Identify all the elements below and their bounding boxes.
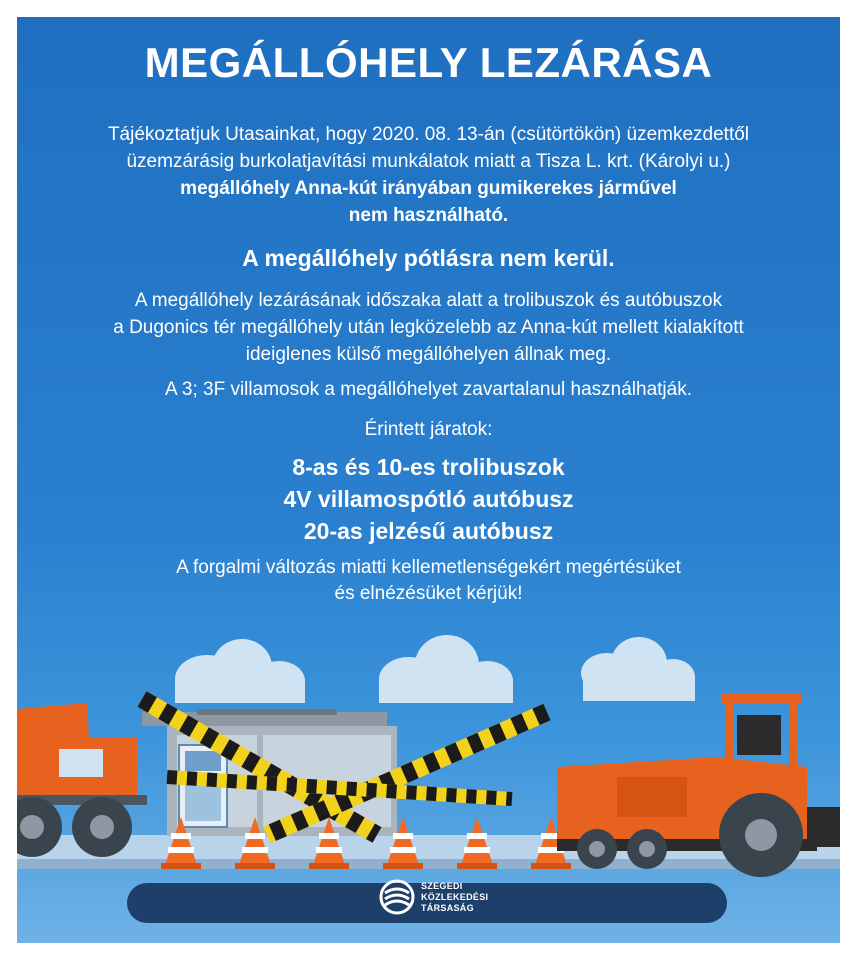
tram-info: A 3; 3F villamosok a megállóhelyet zavartalanul használhatják. [164, 379, 692, 400]
intro-bold-line: nem használható. [348, 205, 509, 226]
apology-line: A forgalmi változás miatti kellemetlenségekért megértésüket [176, 557, 681, 578]
logo-line: TÁRSASÁG [421, 902, 474, 913]
closure-notice-poster [17, 17, 840, 943]
closure-text [37, 287, 820, 368]
route-item: 8-as és 10-es trolibuszok [292, 454, 565, 480]
affected-routes [37, 451, 820, 547]
logo-line: KÖZLEKEDÉSI [421, 891, 489, 902]
clouds [175, 635, 695, 703]
logo-text [421, 881, 488, 914]
route-item: 20-as jelzésű autóbusz [303, 518, 554, 544]
intro-bold-line: megállóhely Anna-kút irányában gumikerekes járművel [180, 178, 677, 199]
intro-text [37, 121, 820, 175]
intro-line: üzemzárásig burkolatjavítási munkálatok miatt a Tisza L. krt. (Károlyi u.) [126, 151, 731, 172]
road-roller [557, 693, 840, 877]
intro-bold-text [37, 175, 820, 229]
intro-line: Tájékoztatjuk Utasainkat, hogy 2020. 08. 13-án (csütörtökön) üzemkezdettől [107, 124, 750, 145]
closure-line: A megállóhely lezárásának időszaka alatt a trolibuszok és autóbuszok [134, 290, 723, 311]
no-replacement-heading: A megállóhely pótlásra nem kerül. [242, 245, 615, 271]
apology-line: és elnézésüket kérjük! [334, 583, 523, 604]
curb [17, 859, 840, 869]
page-title: MEGÁLLÓHELY LEZÁRÁSA [144, 39, 713, 86]
dump-truck [17, 703, 147, 857]
route-item: 4V villamospótló autóbusz [283, 486, 574, 512]
apology-text [37, 555, 820, 607]
closure-line: ideiglenes külső megállóhelyen állnak meg. [245, 344, 612, 365]
szkt-logo [379, 879, 488, 915]
szkt-logo-icon [379, 879, 415, 915]
logo-line: SZEGEDI [421, 880, 463, 891]
closure-line: a Dugonics tér megállóhely után legközelebb az Anna-kút mellett kialakított [113, 317, 744, 338]
affected-label: Érintett járatok: [364, 419, 493, 440]
